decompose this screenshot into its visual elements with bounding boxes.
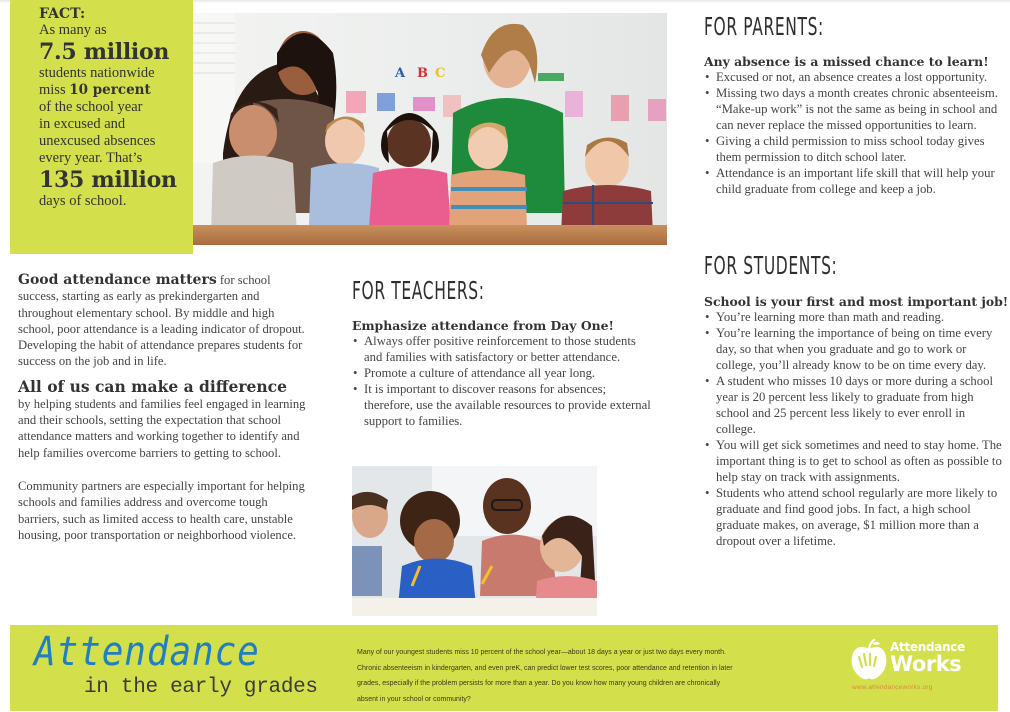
list-item: • You will get sick sometimes and need to stay home. The important thing is to get to school as often as possible to help stay on track with assignments. [704,437,1004,485]
fact-text: miss [39,82,70,98]
wall-letter-c: C [435,66,446,81]
list-item: • It is important to discover reasons for absences; therefore, use the available resources to provide external support to families. [352,381,652,429]
attendance-works-logo [850,637,980,697]
teachers-section-title: FOR TEACHERS: [352,276,485,305]
fact-line: days of school. [39,193,127,209]
apple-hand-icon [850,639,888,681]
logo-text-works: Works [890,652,962,676]
students-bullet-list [704,309,1004,549]
fact-line: students nationwide [39,65,155,81]
students-subtitle: School is your first and most important job! [704,294,1009,309]
parents-subtitle: Any absence is a missed chance to learn! [704,54,989,69]
list-item: • Always offer positive reinforcement to those students and families with satisfactory or better attendance. [352,333,652,365]
intro-paragraph-2: by helping students and families feel engaged in learning and their schools, setting the expectation that school attendance matters and working together to identify and help families overcome barriers to getting to school. [18,396,306,460]
list-item: • Missing two days a month creates chronic absenteeism. “Make-up work” is not the same as being in school and can never replace the missed opportunities to learn. [704,85,1004,133]
banner-text-line: absent in your school or community? [357,693,471,703]
classroom-photo-illustration [193,13,667,245]
logo-text-attendance: Attendance [890,640,965,654]
list-item: • Excused or not, an absence creates a lost opportunity. [704,69,1004,85]
parents-section-title: FOR PARENTS: [704,12,824,41]
fact-line: every year. That’s [39,150,143,166]
list-item: • Students who attend school regularly are more likely to graduate and find good jobs. In fact, a high school graduate makes, on average, $1 million more than a dropout over a lifetime. [704,485,1004,549]
wall-letter-b: B [417,66,428,81]
list-item: • Promote a culture of attendance all year long. [352,365,652,381]
fact-percent: 10 percent [69,82,151,98]
students-section-title: FOR STUDENTS: [704,251,838,280]
list-item: • You’re learning more than math and reading. [704,309,1004,325]
banner-text-line: Chronic absenteeism in kindergarten, and even preK, can predict lower test scores, poor attendance and retention in later [357,662,733,672]
intro-lead-rest: for school success, starting as early as prekindergarten and throughout elementary school. By middle and high school, poor attendance is a leading indicator of dropout. Developing the habit of attendance prepares students for success on the job and in life. [18,273,305,369]
banner-title: Attendance [34,629,260,675]
banner-text-line: Many of our youngest students miss 10 percent of the school year—about 18 days a year or just two days every month. [357,647,726,656]
fact-stat-students: 7.5 million [39,39,170,65]
banner-text-line: grades, especially if the problem persists for more than a year. Do you know how many young children are chronically [357,678,721,688]
fact-line: As many as [39,22,107,38]
fact-stat-days: 135 million [39,167,177,193]
list-item: • Giving a child permission to miss school today gives them permission to ditch school later. [704,133,1004,165]
classroom-group-photo [193,13,667,245]
intro-column [18,272,308,543]
list-item: • You’re learning the importance of being on time every day, so that when you graduate and go to work or college, you’ll already know to be on time every day. [704,325,1004,373]
banner-subtitle: in the early grades [84,676,318,699]
intro-paragraph-3: Community partners are especially important for helping schools and families address and overcome tough barriers, such as limited access to health care, unstable housing, poor transportation or neighborhood violence. [18,478,305,542]
banner-description [357,644,753,706]
list-item: • Attendance is an important life skill that will help your child graduate from college and keep a job. [704,165,1004,197]
logo-website-link[interactable]: www.attendanceworks.org [852,684,933,691]
teachers-subtitle: Emphasize attendance from Day One! [352,318,614,333]
intro-lead-bold: Good attendance matters [18,272,217,288]
teacher-photo-illustration [352,466,597,616]
teachers-bullet-list [352,333,652,429]
fact-line [39,82,193,99]
parents-bullet-list [704,69,1004,197]
fact-line: unexcused absences [39,133,156,149]
wall-letter-a: A [395,66,406,81]
footer-banner [10,625,998,711]
list-item: • A student who misses 10 days or more during a school year is 20 percent less likely to graduate from high school and 25 percent less likely to ever enroll in college. [704,373,1004,437]
teacher-students-photo [352,466,597,616]
difference-heading: All of us can make a difference [18,376,287,396]
fact-box [10,0,193,254]
fact-line: in excused and [39,116,126,132]
fact-label: FACT: [39,6,86,22]
intro-paragraph-1 [18,272,308,370]
fact-line: of the school year [39,99,143,115]
